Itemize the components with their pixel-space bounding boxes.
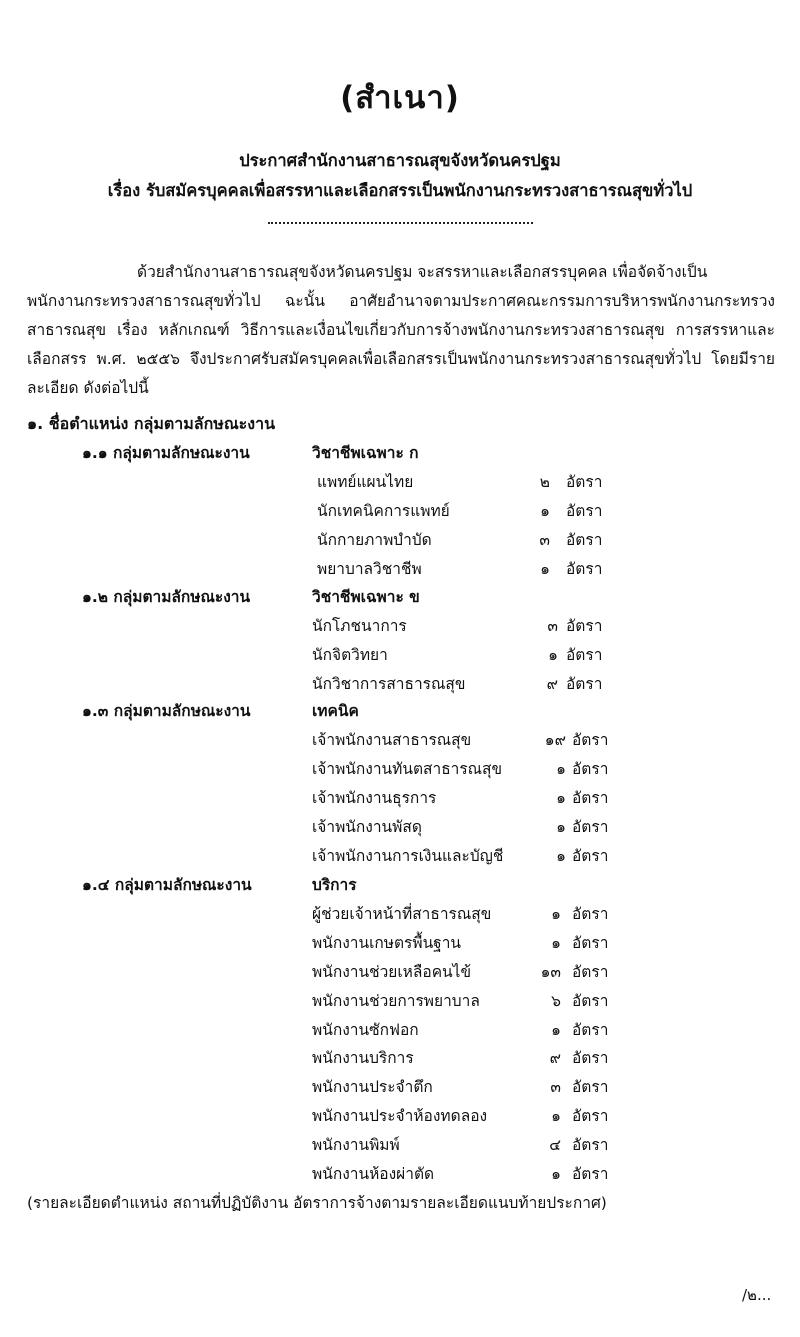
- position-count: ๑: [551, 904, 561, 923]
- position-count: ๑: [556, 788, 566, 807]
- position-count: ๑: [540, 501, 550, 520]
- position-count: ๑: [551, 933, 561, 952]
- position-name: พนักงานซักฟอก: [312, 1020, 419, 1039]
- position-name: เจ้าพนักงานพัสดุ: [312, 817, 422, 836]
- position-name: ผู้ช่วยเจ้าหน้าที่สาธารณสุข: [312, 904, 492, 923]
- position-count: ๑: [551, 1020, 561, 1039]
- position-count: ๑๙: [544, 730, 566, 749]
- position-unit: อัตรา: [572, 1107, 609, 1126]
- position-name: เจ้าพนักงานการเงินและบัญชี: [312, 846, 504, 865]
- position-unit: อัตรา: [572, 1136, 609, 1155]
- position-unit: อัตรา: [572, 1049, 609, 1068]
- position-count: ๓: [547, 616, 558, 635]
- position-unit: อัตรา: [572, 904, 609, 923]
- footnote: (รายละเอียดตำแหน่ง สถานที่ปฏิบัติงาน อัตราการจ้างตามรายละเอียดแนบท้ายประกาศ): [27, 1194, 607, 1212]
- position-name: พนักงานประจำตึก: [312, 1078, 433, 1097]
- position-name: พนักงานประจำห้องทดลอง: [312, 1107, 488, 1126]
- position-unit: อัตรา: [566, 472, 603, 491]
- position-count: ๑: [548, 645, 558, 664]
- position-count: ๓: [550, 1078, 561, 1097]
- group-label: ๑.๒ กลุ่มตามลักษณะงาน: [82, 588, 251, 606]
- position-unit: อัตรา: [572, 759, 609, 778]
- intro-body: พนักงานกระทรวงสาธารณสุขทั่วไป ฉะนั้น อาศัยอำนาจตามประกาศคณะกรรมการบริหารพนักงานกระทรวงสาธารณสุข เรื่อง หลักเกณฑ์ วิธีการและเงื่อนไขเกี่ยวกับการจ้างพนักงานกระทรวงสาธารณสุข การสรรหาและเลือกสรร พ.ศ. ๒๕๕๖ จึงประกาศรับสมัครบุคคลเพื่อเลือกสรรเป็นพนักงานกระทรวงสาธารณสุขทั่วไป โดยมีรายละเอียด ดังต่อไปนี้: [27, 292, 775, 397]
- announcement-title: ประกาศสำนักงานสาธารณสุขจังหวัดนครปฐม: [239, 151, 561, 170]
- group-label: ๑.๔ กลุ่มตามลักษณะงาน: [82, 876, 252, 894]
- section-heading: ๑. ชื่อตำแหน่ง กลุ่มตามลักษณะงาน: [27, 414, 275, 433]
- dotted-divider: [268, 222, 533, 224]
- position-unit: อัตรา: [572, 962, 609, 981]
- position-unit: อัตรา: [572, 991, 609, 1010]
- position-name: พนักงานพิมพ์: [312, 1136, 400, 1155]
- position-name: พนักงานช่วยการพยาบาล: [312, 991, 480, 1010]
- position-name: แพทย์แผนไทย: [317, 472, 414, 491]
- group-name: บริการ: [312, 876, 357, 894]
- position-count: ๙: [549, 1049, 561, 1068]
- position-name: พนักงานเกษตรพื้นฐาน: [312, 933, 462, 952]
- position-count: ๓: [539, 530, 550, 549]
- position-count: ๑: [551, 1107, 561, 1126]
- position-name: พนักงานช่วยเหลือคนไข้: [312, 962, 472, 981]
- position-unit: อัตรา: [572, 846, 609, 865]
- group-name: เทคนิค: [312, 702, 359, 720]
- position-count: ๑: [556, 846, 566, 865]
- position-count: ๑: [551, 1165, 561, 1183]
- position-unit: อัตรา: [572, 788, 609, 807]
- position-unit: อัตรา: [572, 933, 609, 952]
- position-name: นักเทคนิคการแพทย์: [317, 501, 450, 520]
- position-unit: อัตรา: [566, 530, 603, 549]
- position-unit: อัตรา: [566, 616, 603, 635]
- copy-stamp: (สำเนา): [340, 80, 460, 116]
- group-name: วิชาชีพเฉพาะ ก: [312, 444, 419, 462]
- position-count: ๑: [556, 759, 566, 778]
- position-unit: อัตรา: [566, 501, 603, 520]
- position-unit: อัตรา: [572, 817, 609, 836]
- group-name: วิชาชีพเฉพาะ ข: [312, 588, 420, 606]
- position-unit: อัตรา: [566, 674, 603, 693]
- position-count: ๒: [539, 472, 550, 491]
- position-unit: อัตรา: [572, 1165, 609, 1183]
- announcement-subject: เรื่อง รับสมัครบุคคลเพื่อสรรหาและเลือกสรรเป็นพนักงานกระทรวงสาธารณสุขทั่วไป: [107, 181, 693, 200]
- intro-paragraph: [27, 258, 775, 403]
- position-count: ๑: [556, 817, 566, 836]
- position-name: เจ้าพนักงานทันตสาธารณสุข: [312, 759, 503, 778]
- position-name: นักจิตวิทยา: [312, 645, 388, 664]
- position-count: ๙: [546, 674, 558, 693]
- position-name: นักโภชนาการ: [312, 616, 407, 635]
- page-continuation-mark: /๒...: [742, 1286, 772, 1304]
- position-unit: อัตรา: [572, 1020, 609, 1039]
- position-name: เจ้าพนักงานธุรการ: [312, 788, 437, 807]
- position-name: เจ้าพนักงานสาธารณสุข: [312, 730, 472, 749]
- position-name: นักกายภาพบำบัด: [317, 530, 432, 549]
- position-count: ๑๓: [540, 962, 561, 981]
- group-label: ๑.๑ กลุ่มตามลักษณะงาน: [82, 444, 250, 462]
- position-unit: อัตรา: [572, 1078, 609, 1097]
- intro-first-line: ด้วยสำนักงานสาธารณสุขจังหวัดนครปฐม จะสรรหาและเลือกสรรบุคคล เพื่อจัดจ้างเป็น: [137, 263, 708, 281]
- position-count: ๑: [540, 559, 550, 578]
- position-name: พนักงานห้องผ่าตัด: [312, 1165, 435, 1183]
- position-unit: อัตรา: [572, 730, 609, 749]
- position-count: ๖: [551, 991, 561, 1010]
- position-unit: อัตรา: [566, 559, 603, 578]
- position-count: ๔: [549, 1136, 561, 1155]
- position-unit: อัตรา: [566, 645, 603, 664]
- position-name: นักวิชาการสาธารณสุข: [312, 674, 466, 693]
- position-name: พนักงานบริการ: [312, 1049, 414, 1068]
- group-label: ๑.๓ กลุ่มตามลักษณะงาน: [82, 702, 251, 720]
- position-name: พยาบาลวิชาชีพ: [317, 559, 422, 578]
